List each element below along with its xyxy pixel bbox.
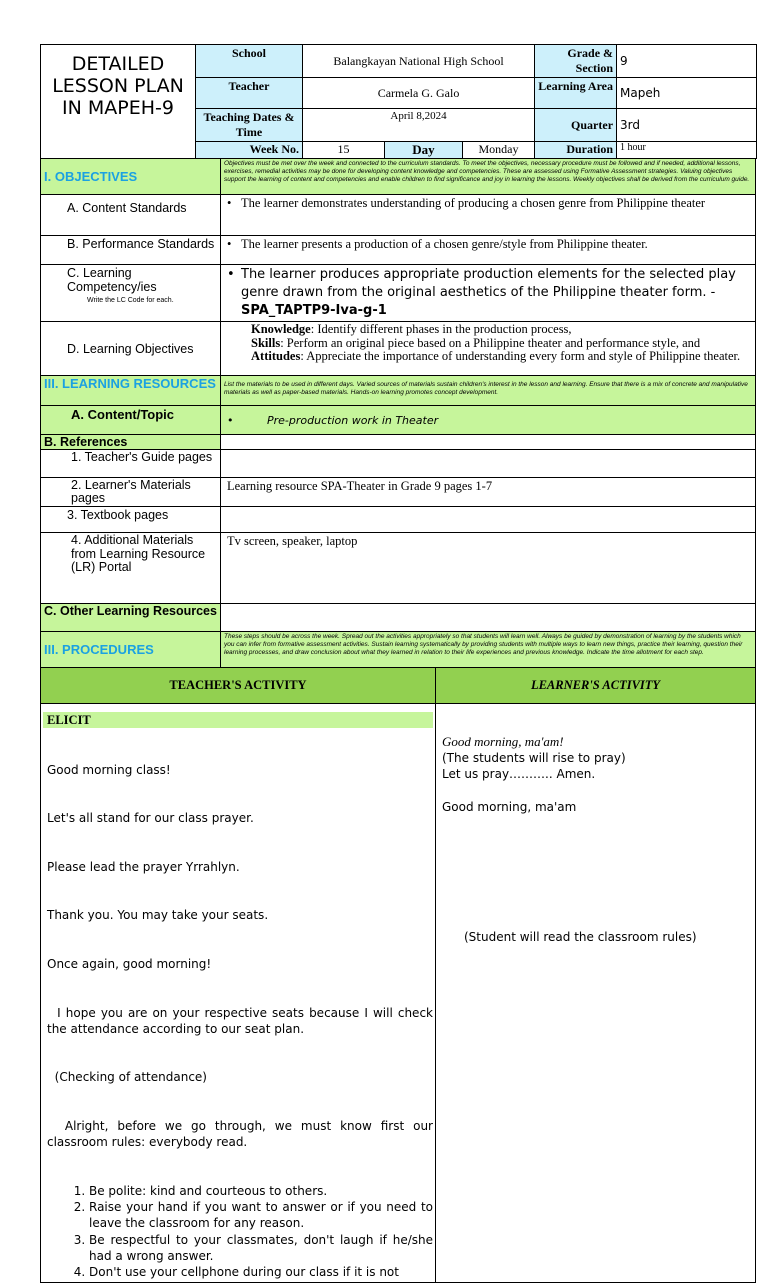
content-topic-value: • Pre-production work in Theater	[221, 406, 756, 435]
teacher-line: Alright, before we go through, we must know first our classroom rules: everybody read.	[47, 1119, 437, 1150]
learning-competency-cell	[41, 265, 221, 322]
learner-pray: Let us pray……….. Amen.	[442, 767, 596, 782]
rule-item: 2. Raise your hand if you want to answer or if you need to leave the classroom for any reason.	[89, 1199, 433, 1231]
header-table	[40, 44, 757, 159]
objectives-note: Objectives must be met over the week and connected to the curriculum standards. To meet the objectives, necessary procedure must be followed and if needed, additional lessons, exercises, remedial activities may be done for developing content knowledge and competencies. These are assessed using Formative Assessment strategies. Valuing objectives support the learning of content and competencies and enable children to find significance and joy in learning the lessons. Weekly objectives shall be derived from the curriculum guide.	[221, 159, 756, 195]
performance-standards-value: • The learner presents a production of a chosen genre/style from Philippine theater.	[221, 236, 756, 265]
day-value: Monday	[463, 142, 535, 159]
learning-competency-value: The learner produces appropriate production elements for the selected play genre drawn from the original aesthetics of the Philippine theater form. -	[241, 267, 736, 300]
additional-materials-value: Tv screen, speaker, laptop	[221, 533, 756, 604]
additional-materials-label: 4. Additional Materials from Learning Resource (LR) Portal	[41, 533, 221, 604]
duration-label: Duration	[535, 142, 617, 159]
elicit-label: ELICIT	[43, 712, 433, 728]
learner-read-rules: (Student will read the classroom rules)	[464, 930, 697, 944]
content-topic-label: A. Content/Topic	[41, 406, 221, 435]
grade-label: Grade & Section	[535, 45, 617, 78]
attitudes-label: Attitudes	[251, 349, 301, 363]
learner-greeting: Good morning, ma'am!	[442, 734, 564, 749]
learning-competency-subnote: Write the LC Code for each.	[87, 297, 174, 304]
teacher-line: Good morning class!	[47, 762, 171, 777]
knowledge-text: : Identify different phases in the production process,	[310, 322, 572, 336]
references-label: B. References	[41, 435, 221, 450]
learners-activity-heading: LEARNER'S ACTIVITY	[436, 668, 756, 704]
other-resources-label: C. Other Learning Resources	[41, 604, 221, 632]
document-title: DETAILED LESSON PLAN IN MAPEH-9	[41, 45, 196, 159]
objectives-heading: I. OBJECTIVES	[41, 159, 221, 195]
learners-activity-cell	[436, 704, 756, 1283]
grade-value: 9	[617, 45, 757, 78]
school-label: School	[196, 45, 303, 78]
quarter-value: 3rd	[617, 109, 757, 142]
school-value: Balangkayan National High School	[303, 45, 535, 78]
content-standards-label: A. Content Standards	[41, 195, 221, 236]
learning-competency-cell-value	[221, 265, 756, 322]
procedures-heading: III. PROCEDURES	[41, 632, 221, 668]
other-resources-value	[221, 604, 756, 632]
day-label: Day	[385, 142, 463, 159]
learning-resources-note: List the materials to be used in different days. Varied sources of materials sustain children's interest in the lesson and learning. Ensure that there is a mix of concrete and manipulative materials as well as paper-based materials. Hands-on learning promotes concept development.	[221, 376, 756, 406]
week-label: Week No.	[196, 142, 303, 159]
learning-competency-code: SPA_TAPTP9-Iva-g-1	[241, 303, 387, 318]
learning-area-label: Learning Area	[535, 78, 617, 109]
teacher-line: Thank you. You may take your seats.	[47, 908, 269, 923]
objectives-resources-table	[40, 158, 756, 668]
teacher-line: Let's all stand for our class prayer.	[47, 811, 254, 826]
lesson-plan-document	[40, 44, 756, 1283]
rule-item: 4. Don't use your cellphone during our class if it is not	[89, 1264, 433, 1280]
textbook-value	[221, 507, 756, 533]
teacher-lines	[43, 729, 437, 1183]
teacher-value: Carmela G. Galo	[303, 78, 535, 109]
teacher-line: I hope you are on your respective seats because I will check the attendance according to our seat plan.	[47, 1005, 437, 1036]
teaching-dates-value: April 8,2024	[303, 109, 535, 142]
teachers-guide-label: 1. Teacher's Guide pages	[41, 450, 221, 478]
skills-label: Skills	[251, 335, 281, 350]
content-standards-value: • The learner demonstrates understanding of producing a chosen genre from Philippine theater	[221, 195, 756, 236]
procedures-note: These steps should be across the week. Spread out the activities appropriately so that students will learn well. Always be guided by demonstration of learning by the students which you can infer from formative assessment activities. Sustain learning systematically by providing students with multiple ways to learn new things, practice their learning, question their learning processes, and draw conclusion about what they learned in relation to their life experiences and previous knowledge. Indicate the time allotment for each step.	[221, 632, 756, 668]
rule-item: 3. Be respectful to your classmates, don't laugh if he/she had a wrong answer.	[89, 1232, 433, 1264]
learning-objectives-value	[221, 322, 756, 376]
attitudes-text: : Appreciate the importance of understanding every form and style of Philippine theater.	[300, 349, 741, 363]
learning-competency-label: C. Learning Competency/ies	[67, 266, 157, 294]
classroom-rules-list	[43, 1183, 433, 1280]
rule-item: 1. Be polite: kind and courteous to others.	[89, 1183, 433, 1199]
teacher-label: Teacher	[196, 78, 303, 109]
activities-table	[40, 667, 756, 1283]
learners-materials-value: Learning resource SPA-Theater in Grade 9 pages 1-7	[221, 478, 756, 507]
textbook-label: 3. Textbook pages	[41, 507, 221, 533]
week-value: 15	[303, 142, 385, 159]
learner-good-morning: Good morning, ma'am	[442, 799, 577, 814]
skills-text: : Perform an original piece based on a Philippine theater and performance style, and	[280, 335, 701, 350]
performance-standards-label: B. Performance Standards	[41, 236, 221, 265]
learner-rise: (The students will rise to pray)	[442, 751, 626, 766]
teacher-line: Please lead the prayer Yrrahlyn.	[47, 859, 240, 874]
references-value	[221, 435, 756, 450]
learners-materials-label: 2. Learner's Materials pages	[41, 478, 221, 507]
teachers-activity-heading: TEACHER'S ACTIVITY	[41, 668, 436, 704]
teacher-line: (Checking of attendance)	[47, 1070, 207, 1085]
learning-resources-heading: III. LEARNING RESOURCES	[41, 376, 221, 406]
teacher-line: Once again, good morning!	[47, 957, 212, 972]
teachers-guide-value	[221, 450, 756, 478]
teachers-activity-cell	[41, 704, 436, 1283]
teaching-dates-label: Teaching Dates & Time	[196, 109, 303, 142]
learning-area-value: Mapeh	[617, 78, 757, 109]
duration-value: 1 hour	[617, 142, 757, 159]
quarter-label: Quarter	[535, 109, 617, 142]
learning-objectives-label: D. Learning Objectives	[41, 322, 221, 376]
knowledge-label: Knowledge	[251, 322, 311, 336]
